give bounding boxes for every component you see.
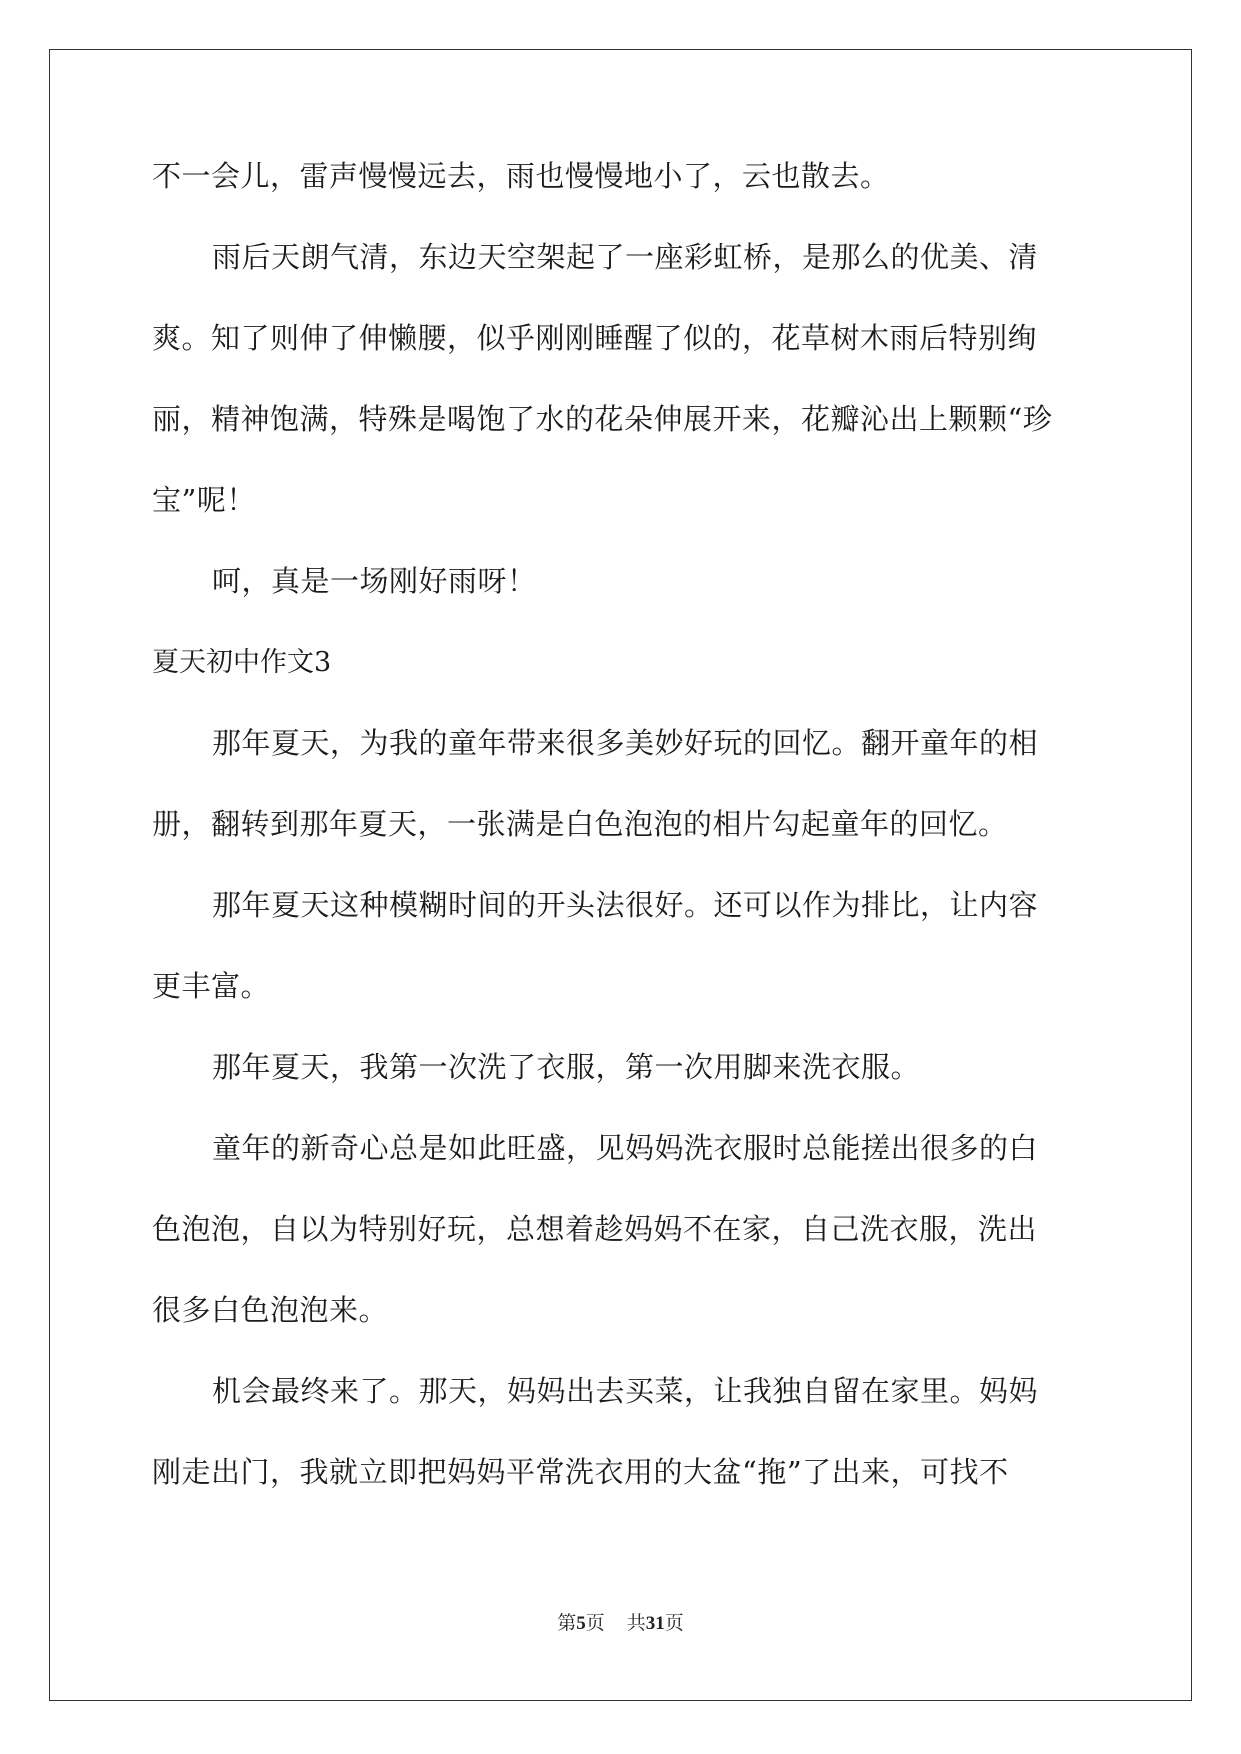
page-total: 31 — [645, 1613, 665, 1634]
text-line: 很多白色泡泡来。 — [152, 1293, 389, 1327]
paragraph — [152, 565, 1092, 598]
text-line: 刚走出门，我就立即把妈妈平常洗衣用的大盆“拖”了出来，可找不 — [152, 1455, 1009, 1489]
text-line: 那年夏天，我第一次洗了衣服，第一次用脚来洗衣服。 — [212, 1050, 921, 1084]
paragraph — [152, 160, 1092, 193]
section-heading — [152, 646, 1092, 679]
paragraph — [152, 727, 1092, 841]
paragraph — [152, 889, 1092, 1003]
text-line: 更丰富。 — [152, 969, 271, 1003]
text-line: 那年夏天这种模糊时间的开头法很好。还可以作为排比，让内容 — [212, 888, 1039, 922]
paragraph — [152, 1051, 1092, 1084]
text-line: 宝”呢！ — [152, 483, 256, 517]
page-prefix: 第 — [557, 1612, 577, 1634]
text-line: 童年的新奇心总是如此旺盛，见妈妈洗衣服时总能搓出很多的白 — [212, 1131, 1039, 1165]
text-line: 丽，精神饱满，特殊是喝饱了水的花朵伸展开来，花瓣沁出上颗颗“珍 — [152, 402, 1053, 436]
text-line: 爽。知了则伸了伸懒腰，似乎刚刚睡醒了似的，花草树木雨后特别绚 — [152, 321, 1038, 355]
paragraph — [152, 1132, 1092, 1327]
paragraph — [152, 241, 1092, 517]
text-line: 雨后天朗气清，东边天空架起了一座彩虹桥，是那么的优美、清 — [212, 240, 1039, 274]
page-footer — [0, 1611, 1241, 1636]
total-suffix: 页 — [664, 1612, 684, 1634]
text-line: 呵，真是一场刚好雨呀！ — [212, 564, 537, 598]
page-current: 5 — [576, 1613, 586, 1634]
page-suffix: 页 — [585, 1612, 605, 1634]
text-line: 不一会儿，雷声慢慢远去，雨也慢慢地小了，云也散去。 — [152, 159, 890, 193]
total-prefix: 共 — [626, 1612, 646, 1634]
text-line: 机会最终来了。那天，妈妈出去买菜，让我独自留在家里。妈妈 — [212, 1374, 1039, 1408]
text-line: 册，翻转到那年夏天，一张满是白色泡泡的相片勾起童年的回忆。 — [152, 807, 1008, 841]
text-line: 色泡泡，自以为特别好玩，总想着趁妈妈不在家，自己洗衣服，洗出 — [152, 1212, 1038, 1246]
paragraph — [152, 1375, 1092, 1489]
text-line: 那年夏天，为我的童年带来很多美妙好玩的回忆。翻开童年的相 — [212, 726, 1039, 760]
document-body — [152, 160, 1092, 1489]
text-line: 夏天初中作文3 — [152, 647, 332, 678]
